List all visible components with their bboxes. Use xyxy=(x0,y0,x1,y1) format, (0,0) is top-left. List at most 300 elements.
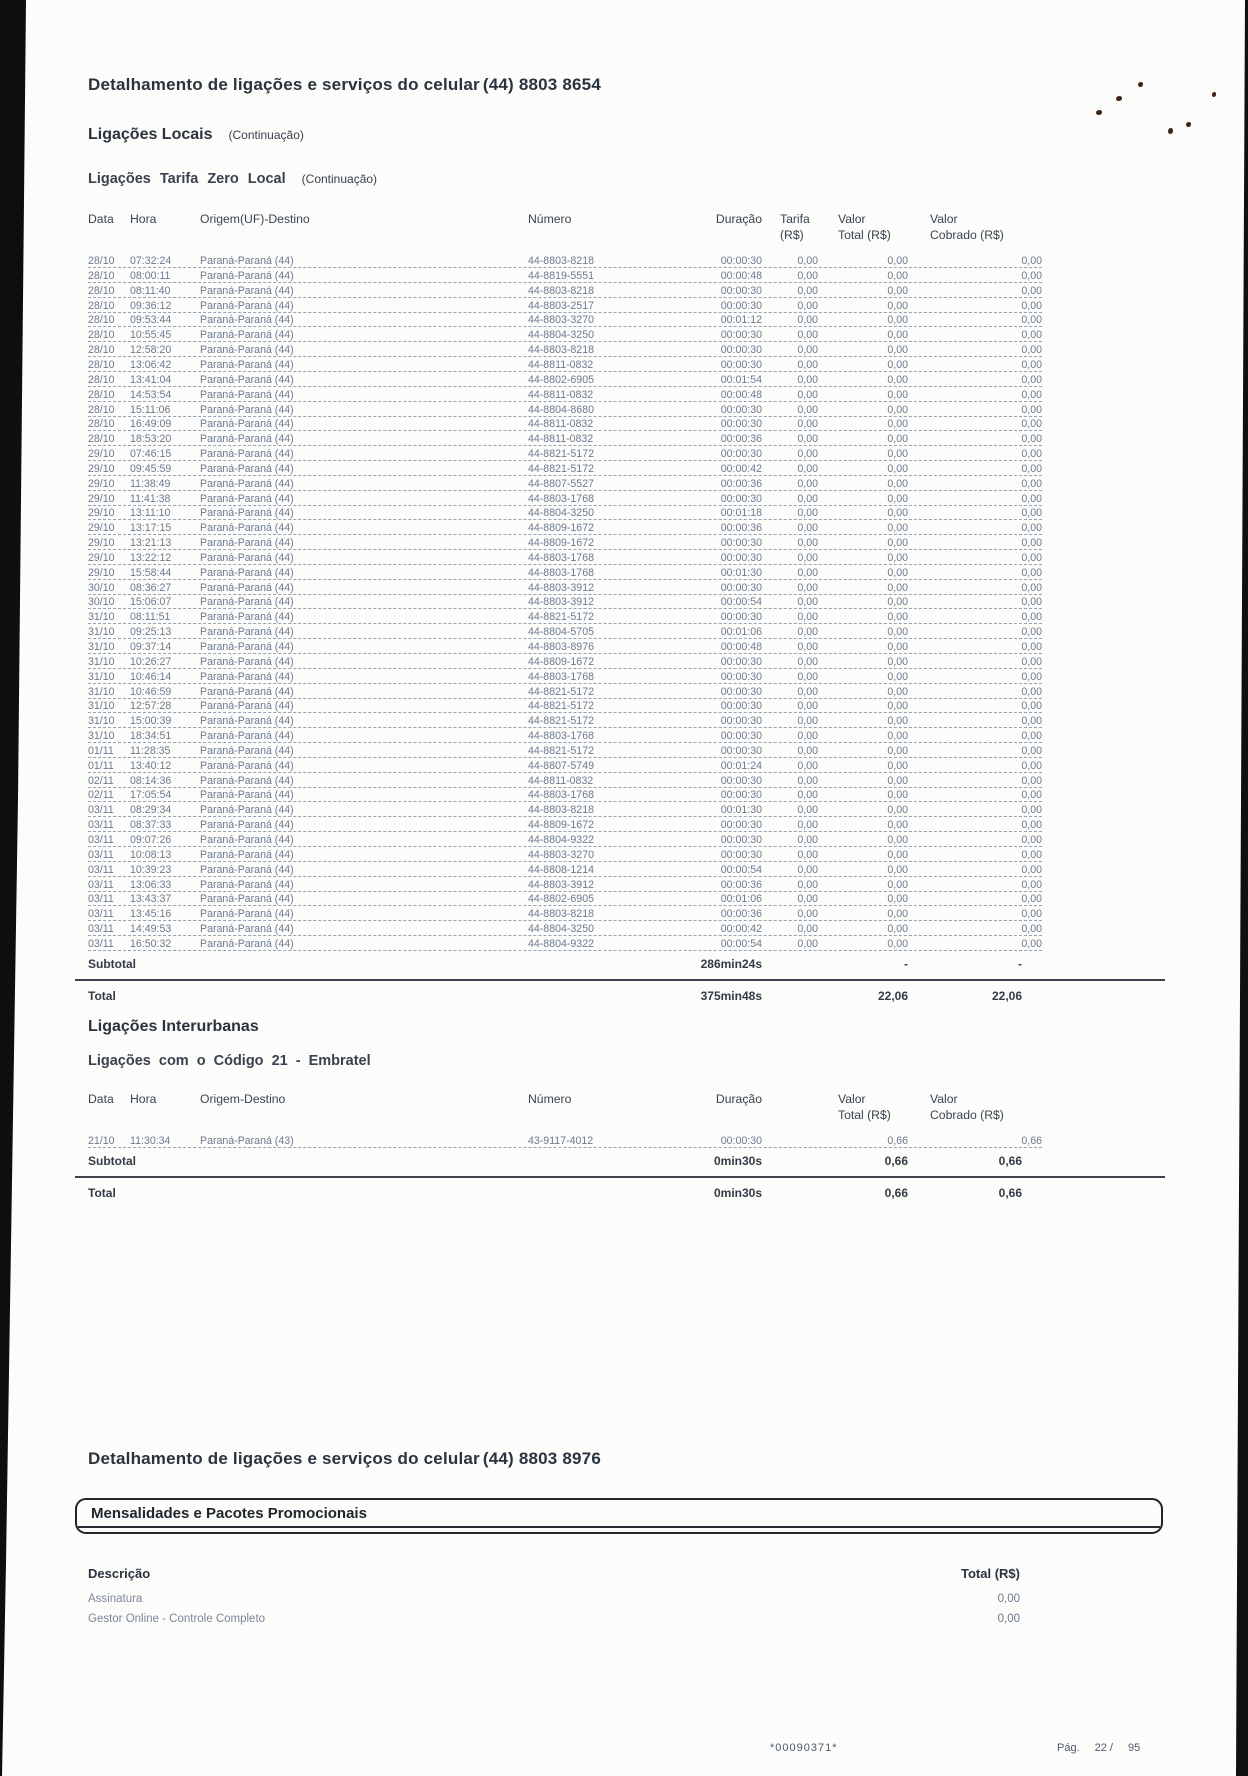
cell: 0,00 xyxy=(887,655,908,668)
cell: 44-8811-0832 xyxy=(528,388,594,401)
cell: 0,00 xyxy=(1021,477,1042,490)
cell: 29/10 xyxy=(88,551,115,564)
cell: 00:00:30 xyxy=(720,255,762,268)
cell: 31/10 xyxy=(88,641,115,653)
cell: 00:00:30 xyxy=(720,744,762,757)
cell: 09:45:59 xyxy=(130,462,172,475)
cell: Paraná-Paraná (44) xyxy=(200,284,294,297)
cell: Paraná-Paraná (44) xyxy=(200,937,294,950)
cell: 00:00:30 xyxy=(720,492,762,505)
cell: Paraná-Paraná (44) xyxy=(200,833,294,846)
cell: 00:00:30 xyxy=(720,685,762,698)
cell: 0,00 xyxy=(797,284,818,297)
cell: 00:00:30 xyxy=(720,774,762,787)
cell: 00:00:30 xyxy=(720,715,762,728)
cell: 44-8811-0832 xyxy=(528,418,594,431)
cell: 44-8802-6905 xyxy=(528,373,594,386)
cell: 10:26:27 xyxy=(130,655,172,668)
cell: 13:06:42 xyxy=(130,358,172,371)
cell: 0,00 xyxy=(1021,923,1042,936)
col-valor-total: Valor Total (R$) xyxy=(838,212,891,242)
cell: 0,00 xyxy=(797,655,818,668)
cell: 29/10 xyxy=(88,477,115,490)
cell: 15:00:39 xyxy=(130,715,172,728)
cell: 0,00 xyxy=(797,744,818,757)
cell: 18:53:20 xyxy=(130,433,172,446)
cell: Paraná-Paraná (44) xyxy=(200,715,294,728)
cell: 30/10 xyxy=(88,596,115,609)
cell: 12:58:20 xyxy=(130,344,172,357)
interurbanas-rows xyxy=(88,1133,1042,1148)
table-row xyxy=(88,372,1042,387)
cell: 0,00 xyxy=(797,314,818,327)
cell: Paraná-Paraná (44) xyxy=(200,626,294,639)
cell: 0,00 xyxy=(797,923,818,936)
table-row xyxy=(88,847,1042,862)
total-valor-total: 22,06 xyxy=(877,988,908,1003)
cell: 29/10 xyxy=(88,566,115,579)
cell: 00:00:30 xyxy=(720,1135,762,1148)
cell: 00:01:54 xyxy=(720,373,762,386)
cell: 0,00 xyxy=(1021,596,1042,609)
cell: 0,00 xyxy=(797,537,818,550)
cell: 44-8804-3250 xyxy=(528,329,594,342)
table-row xyxy=(88,684,1042,699)
cell: 0,00 xyxy=(887,373,908,386)
cell: 0,00 xyxy=(797,522,818,535)
ink-speck xyxy=(1168,128,1173,134)
cell: 0,00 xyxy=(887,477,908,490)
cell: 0,00 xyxy=(1021,551,1042,564)
cell: 0,00 xyxy=(1021,492,1042,505)
cell: 44-8821-5172 xyxy=(528,715,594,728)
table-row xyxy=(88,862,1042,877)
cell: 11:28:35 xyxy=(130,744,171,757)
cell: Paraná-Paraná (44) xyxy=(200,448,294,461)
table-row xyxy=(88,417,1042,432)
cell: 0,00 xyxy=(1021,329,1042,342)
cell: 00:00:30 xyxy=(720,819,762,832)
cell: 0,00 xyxy=(887,388,908,401)
cell: Paraná-Paraná (44) xyxy=(200,744,294,757)
cell: Paraná-Paraná (44) xyxy=(200,908,294,921)
table-row xyxy=(88,817,1042,832)
table-row xyxy=(88,699,1042,714)
cell: 00:00:30 xyxy=(720,299,762,312)
table-row xyxy=(88,624,1042,639)
cell: 0,00 xyxy=(887,255,908,268)
total-valor-cobrado: 0,66 xyxy=(998,1186,1022,1201)
cell: 08:00:11 xyxy=(130,269,171,282)
cell: 0,00 xyxy=(797,774,818,787)
cell: 08:29:34 xyxy=(130,804,172,817)
cell: 0,66 xyxy=(887,1135,908,1148)
cell: 44-8804-9322 xyxy=(528,833,594,846)
page-label: Pág. xyxy=(1057,1742,1080,1754)
cell: 08:36:27 xyxy=(130,581,172,594)
cell: Paraná-Paraná (44) xyxy=(200,759,294,772)
cell: Paraná-Paraná (44) xyxy=(200,819,294,832)
cell: 0,00 xyxy=(1021,373,1042,386)
cell: 0,00 xyxy=(797,893,818,906)
cell: Paraná-Paraná (44) xyxy=(200,596,294,609)
cell: 16:49:09 xyxy=(130,418,172,431)
cell: 31/10 xyxy=(88,670,115,683)
cell: 0,00 xyxy=(797,626,818,639)
cell: 00:01:12 xyxy=(720,314,762,327)
cell: 0,00 xyxy=(887,685,908,698)
cell: 12:57:28 xyxy=(130,700,172,713)
cell: 0,00 xyxy=(887,923,908,936)
table-row xyxy=(88,1609,1020,1629)
cell: 00:00:30 xyxy=(720,611,762,624)
cell: 44-8803-3270 xyxy=(528,848,594,861)
cell: 0,00 xyxy=(797,819,818,832)
cell: 0,00 xyxy=(1021,299,1042,312)
scan-artifact-right xyxy=(1234,0,1248,1776)
continuation-note: (Continuação) xyxy=(301,172,378,186)
cell: 0,00 xyxy=(797,715,818,728)
cell: Paraná-Paraná (44) xyxy=(200,358,294,371)
cell: Paraná-Paraná (44) xyxy=(200,700,294,713)
cell: 0,00 xyxy=(1021,715,1042,728)
cell: 00:00:54 xyxy=(720,937,762,950)
cell: 0,00 xyxy=(1021,581,1042,594)
table-row xyxy=(88,476,1042,491)
cell: 0,00 xyxy=(1021,433,1042,446)
col-origem: Origem-Destino xyxy=(200,1092,286,1106)
cell: 00:00:48 xyxy=(720,388,762,401)
continuation-note: (Continuação) xyxy=(228,128,304,142)
cell: 0,00 xyxy=(1021,626,1042,639)
cell: 00:01:24 xyxy=(720,759,762,772)
cell: 0,00 xyxy=(887,314,908,327)
cell: 0,00 xyxy=(797,789,818,802)
cell: 00:00:48 xyxy=(720,641,762,653)
subtotal-label: Subtotal xyxy=(88,1154,136,1169)
cell: 0,00 xyxy=(1021,730,1042,743)
cell: 0,00 xyxy=(797,685,818,698)
cell: 44-8802-6905 xyxy=(528,893,594,906)
cell: 0,00 xyxy=(887,537,908,550)
cell: 28/10 xyxy=(88,299,115,312)
cell: 28/10 xyxy=(88,403,115,416)
table-row xyxy=(88,446,1042,461)
table-row xyxy=(88,758,1042,773)
cell: 44-8803-3912 xyxy=(528,581,594,594)
cell: 11:38:49 xyxy=(130,477,171,490)
total-valor-cobrado: 22,06 xyxy=(991,988,1022,1003)
total-label: Total xyxy=(88,1186,116,1201)
cell: 0,00 xyxy=(997,1593,1020,1605)
col-numero: Número xyxy=(528,212,572,226)
subtotal-duration: 0min30s xyxy=(713,1154,762,1169)
cell: 0,00 xyxy=(887,403,908,416)
cell: 44-8807-5527 xyxy=(528,477,594,490)
table-row xyxy=(88,565,1042,580)
cell: 0,00 xyxy=(887,744,908,757)
cell: 03/11 xyxy=(88,863,114,876)
col-numero: Número xyxy=(528,1092,572,1106)
cell: 0,00 xyxy=(1021,908,1042,921)
cell: Paraná-Paraná (44) xyxy=(200,314,294,327)
table-row xyxy=(88,550,1042,565)
cell: 0,00 xyxy=(887,789,908,802)
cell: 44-8819-5551 xyxy=(528,269,594,282)
cell: 01/11 xyxy=(88,759,114,772)
cell: 44-8803-1768 xyxy=(528,789,594,802)
cell: 0,00 xyxy=(797,670,818,683)
table-row xyxy=(88,802,1042,817)
cell: 0,00 xyxy=(1021,893,1042,906)
cell: 44-8803-1768 xyxy=(528,670,594,683)
cell: 0,00 xyxy=(1021,269,1042,282)
cell: 0,00 xyxy=(887,462,908,475)
cell: 18:34:51 xyxy=(130,730,172,743)
table-row xyxy=(88,342,1042,357)
cell: 0,00 xyxy=(887,893,908,906)
cell: 0,00 xyxy=(887,299,908,312)
interurbanas-table xyxy=(88,1092,1042,1200)
cell: 17:05:54 xyxy=(130,789,172,802)
cell: 13:40:12 xyxy=(130,759,172,772)
cell: Assinatura xyxy=(88,1593,143,1605)
cell: Paraná-Paraná (44) xyxy=(200,848,294,861)
local-calls-rows xyxy=(88,253,1042,951)
cell: 00:00:54 xyxy=(720,596,762,609)
table-row xyxy=(88,773,1042,788)
scan-artifact-left xyxy=(0,0,30,1776)
cell: 00:00:30 xyxy=(720,358,762,371)
table-row xyxy=(88,268,1042,283)
total-duration: 375min48s xyxy=(700,988,762,1003)
cell: 44-8809-1672 xyxy=(528,819,594,832)
cell: 09:07:26 xyxy=(130,833,172,846)
cell: 0,00 xyxy=(797,611,818,624)
cell: 0,00 xyxy=(1021,819,1042,832)
page-title xyxy=(88,75,601,95)
cell: 07:46:15 xyxy=(130,448,172,461)
cell: 0,00 xyxy=(887,908,908,921)
table-row xyxy=(88,313,1042,328)
table-row xyxy=(88,936,1042,951)
cell: 10:55:45 xyxy=(130,329,172,342)
subsection-heading-tarifa-zero xyxy=(88,171,377,187)
cell: 29/10 xyxy=(88,462,115,475)
table-row xyxy=(88,832,1042,847)
cell: 00:00:48 xyxy=(720,269,762,282)
cell: Paraná-Paraná (44) xyxy=(200,269,294,282)
total-row xyxy=(88,981,1042,1003)
cell: Paraná-Paraná (44) xyxy=(200,670,294,683)
cell: 44-8809-1672 xyxy=(528,655,594,668)
cell: 00:00:30 xyxy=(720,730,762,743)
cell: 44-8803-8218 xyxy=(528,908,594,921)
cell: 28/10 xyxy=(88,314,115,327)
cell: 13:41:04 xyxy=(130,373,172,386)
cell: 0,00 xyxy=(1021,878,1042,891)
cell: 0,00 xyxy=(1021,507,1042,520)
cell: 03/11 xyxy=(88,819,114,832)
cell: 28/10 xyxy=(88,344,115,357)
cell: 0,00 xyxy=(797,448,818,461)
cell: 00:00:30 xyxy=(720,670,762,683)
cell: 00:01:06 xyxy=(720,626,762,639)
cell: 03/11 xyxy=(88,908,114,921)
cell: Paraná-Paraná (44) xyxy=(200,507,294,520)
cell: 44-8803-1768 xyxy=(528,492,594,505)
table-row xyxy=(88,431,1042,446)
cell: 44-8803-8976 xyxy=(528,641,594,653)
cell: 44-8804-3250 xyxy=(528,923,594,936)
cell: 15:11:06 xyxy=(130,403,171,416)
cell: 0,00 xyxy=(887,492,908,505)
cell: 0,00 xyxy=(1021,700,1042,713)
cell: 0,00 xyxy=(1021,314,1042,327)
cell: 0,00 xyxy=(1021,863,1042,876)
cell: Paraná-Paraná (44) xyxy=(200,878,294,891)
table-row xyxy=(88,387,1042,402)
cell: Paraná-Paraná (44) xyxy=(200,893,294,906)
subtotal-label: Subtotal xyxy=(88,956,136,971)
cell: 44-8804-9322 xyxy=(528,937,594,950)
cell: 00:00:36 xyxy=(720,878,762,891)
cell: 0,00 xyxy=(887,715,908,728)
col-data: Data xyxy=(88,212,114,226)
col-duracao: Duração xyxy=(715,212,762,226)
cell: 00:00:36 xyxy=(720,433,762,446)
cell: 0,00 xyxy=(887,596,908,609)
cell: 44-8821-5172 xyxy=(528,448,594,461)
cell: 00:00:30 xyxy=(720,284,762,297)
cell: 11:30:34 xyxy=(130,1135,171,1148)
cell: 31/10 xyxy=(88,685,115,698)
cell: 00:00:30 xyxy=(720,700,762,713)
cell: 44-8821-5172 xyxy=(528,744,594,757)
cell: 00:00:30 xyxy=(720,403,762,416)
ink-speck xyxy=(1212,92,1216,97)
cell: 0,00 xyxy=(797,848,818,861)
phone-number: (44) 8803 8654 xyxy=(482,75,601,94)
cell: 0,00 xyxy=(1021,848,1042,861)
cell: 0,00 xyxy=(1021,655,1042,668)
cell: 0,00 xyxy=(1021,611,1042,624)
cell: 0,00 xyxy=(887,670,908,683)
cell: 0,00 xyxy=(797,255,818,268)
cell: 0,00 xyxy=(1021,744,1042,757)
cell: 00:00:36 xyxy=(720,477,762,490)
cell: 28/10 xyxy=(88,284,115,297)
cell: 00:01:18 xyxy=(720,507,762,520)
subtotal-row xyxy=(88,951,1042,971)
cell: 44-8821-5172 xyxy=(528,700,594,713)
table-row xyxy=(88,921,1042,936)
page-title-2 xyxy=(88,1449,601,1469)
cell: 44-8803-1768 xyxy=(528,551,594,564)
cell: Paraná-Paraná (44) xyxy=(200,537,294,550)
cell: 0,00 xyxy=(887,507,908,520)
cell: 0,00 xyxy=(797,863,818,876)
cell: 44-8803-3270 xyxy=(528,314,594,327)
cell: 0,00 xyxy=(1021,670,1042,683)
cell: 0,00 xyxy=(797,492,818,505)
cell: Paraná-Paraná (44) xyxy=(200,863,294,876)
cell: 0,00 xyxy=(887,581,908,594)
cell: 29/10 xyxy=(88,537,115,550)
cell: 0,00 xyxy=(797,477,818,490)
cell: 0,00 xyxy=(797,388,818,401)
table-row xyxy=(88,580,1042,595)
cell: 08:11:40 xyxy=(130,284,171,297)
cell: 44-8803-8218 xyxy=(528,255,594,268)
cell: 0,00 xyxy=(887,700,908,713)
cell: Paraná-Paraná (44) xyxy=(200,433,294,446)
table-row xyxy=(88,877,1042,892)
table-row xyxy=(88,788,1042,803)
cell: 0,00 xyxy=(797,299,818,312)
cell: 00:00:30 xyxy=(720,848,762,861)
descricao-header: Descrição xyxy=(88,1566,151,1581)
cell: 0,00 xyxy=(1021,774,1042,787)
cell: 44-8811-0832 xyxy=(528,774,594,787)
cell: 0,00 xyxy=(887,269,908,282)
cell: 0,00 xyxy=(1021,759,1042,772)
cell: 0,00 xyxy=(1021,804,1042,817)
page-title-text: Detalhamento de ligações e serviços do celular xyxy=(88,75,480,94)
cell: 13:17:15 xyxy=(130,522,172,535)
cell: 0,00 xyxy=(1021,462,1042,475)
total-header: Total (R$) xyxy=(961,1566,1020,1581)
cell: 44-8803-3912 xyxy=(528,878,594,891)
cell: 0,00 xyxy=(797,833,818,846)
cell: 0,00 xyxy=(797,358,818,371)
cell: 08:37:33 xyxy=(130,819,172,832)
cell: Paraná-Paraná (44) xyxy=(200,462,294,475)
local-calls-table xyxy=(88,212,1042,1003)
cell: 44-8821-5172 xyxy=(528,462,594,475)
cell: 10:46:14 xyxy=(130,670,172,683)
total-label: Total xyxy=(88,988,116,1003)
cell: 28/10 xyxy=(88,269,115,282)
cell: 00:00:42 xyxy=(720,462,762,475)
table-row xyxy=(88,298,1042,313)
cell: 0,00 xyxy=(1021,789,1042,802)
cell: Paraná-Paraná (44) xyxy=(200,418,294,431)
cell: Gestor Online - Controle Completo xyxy=(88,1613,266,1625)
cell: 0,00 xyxy=(887,937,908,950)
cell: 00:00:42 xyxy=(720,923,762,936)
table-row xyxy=(88,520,1042,535)
cell: Paraná-Paraná (44) xyxy=(200,403,294,416)
table-row xyxy=(88,402,1042,417)
cell: 44-8804-5705 xyxy=(528,626,594,639)
cell: 08:14:36 xyxy=(130,774,172,787)
cell: 0,00 xyxy=(1021,937,1042,950)
page-indicator xyxy=(1057,1742,1187,1754)
table-header xyxy=(88,1092,1042,1123)
mensalidades-header xyxy=(88,1566,1020,1581)
cell: 0,00 xyxy=(1021,685,1042,698)
cell: 28/10 xyxy=(88,433,115,446)
cell: 31/10 xyxy=(88,700,115,713)
cell: 0,00 xyxy=(1021,403,1042,416)
cell: 15:58:44 xyxy=(130,566,172,579)
page-title-text: Detalhamento de ligações e serviços do celular xyxy=(88,1449,480,1468)
subtotal-valor-cobrado: 0,66 xyxy=(998,1154,1022,1169)
table-row xyxy=(88,357,1042,372)
cell: 0,00 xyxy=(887,551,908,564)
cell: Paraná-Paraná (44) xyxy=(200,255,294,268)
